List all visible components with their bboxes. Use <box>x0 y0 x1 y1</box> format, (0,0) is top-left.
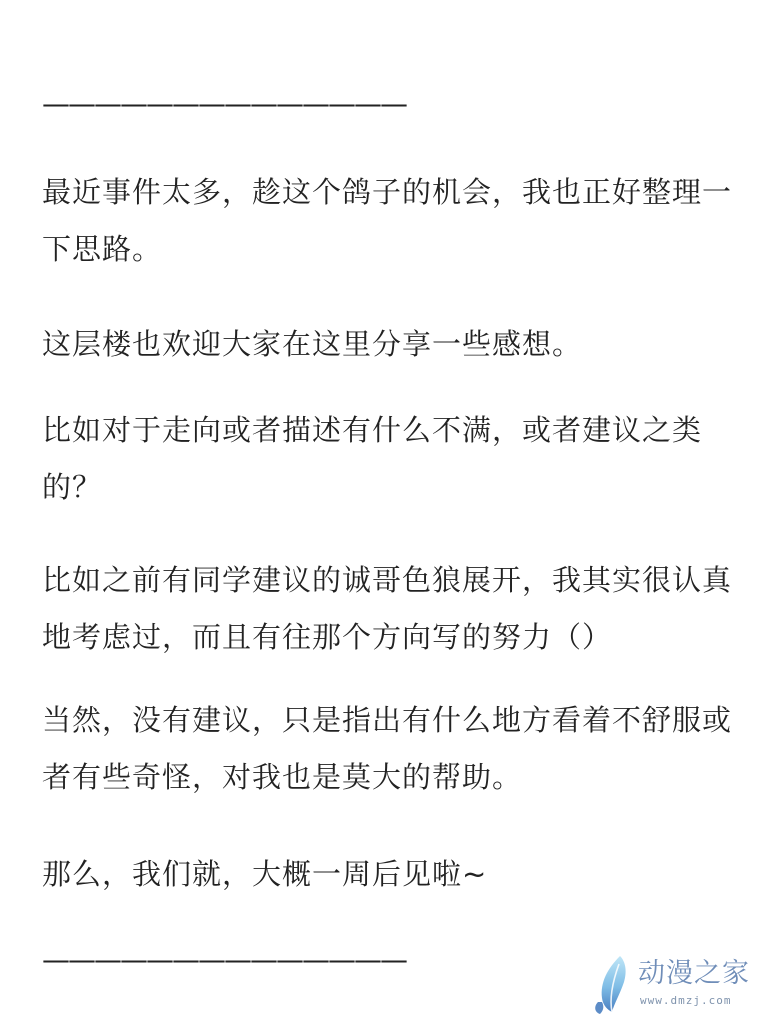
paragraph-1: 最近事件太多，趁这个鸽子的机会，我也正好整理一下思路。 <box>42 175 733 266</box>
paragraph-5: 当然，没有建议，只是指出有什么地方看着不舒服或者有些奇怪，对我也是莫大的帮助。 <box>42 703 733 794</box>
paragraph-3: 比如对于走向或者描述有什么不满，或者建议之类的？ <box>42 413 703 504</box>
paragraph-4: 比如之前有同学建议的诚哥色狼展开，我其实很认真地考虑过，而且有往那个方向写的努力（） <box>42 563 733 654</box>
top-divider: —————————————— <box>42 87 406 120</box>
paragraph-6: 那么，我们就，大概一周后见啦~ <box>42 857 488 891</box>
feather-logo-icon <box>590 952 634 1018</box>
watermark-url: www.dmzj.com <box>640 994 732 1007</box>
site-watermark <box>590 952 760 1018</box>
paragraph-2: 这层楼也欢迎大家在这里分享一些感想。 <box>42 327 583 361</box>
watermark-title: 动漫之家 <box>638 958 750 989</box>
bottom-divider: —————————————— <box>42 943 406 976</box>
